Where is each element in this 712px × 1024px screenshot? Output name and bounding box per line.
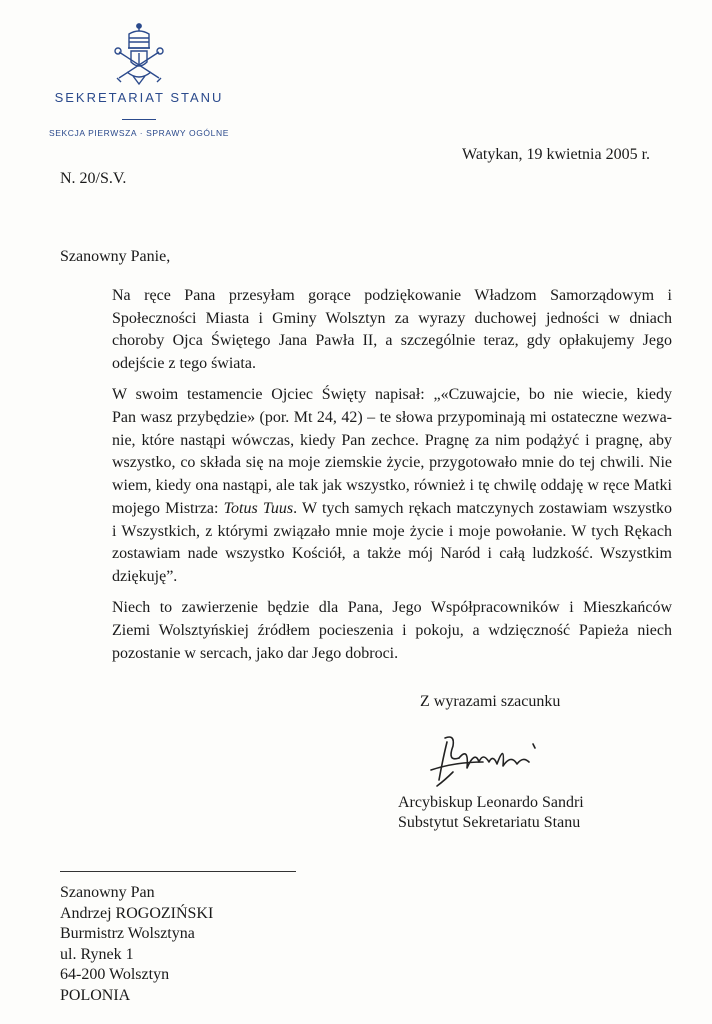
recipient-line: POLONIA bbox=[60, 986, 131, 1004]
text-line: Społeczności Miasta i Gminy Wolsztyn za wyrazy duchowej jedności w dniach bbox=[112, 309, 672, 327]
recipient-line: Szanowny Pan bbox=[60, 884, 155, 901]
handwritten-signature bbox=[425, 728, 565, 790]
letterhead-divider bbox=[122, 119, 156, 120]
text-line: zostawiam nade wszystko Kościół, a także mój Naród i całą ludzkość. Wszystkim bbox=[112, 545, 672, 563]
text-line: choroby Ojca Świętego Jana Pawła II, a szczególnie teraz, gdy opłakujemy Jego bbox=[112, 332, 672, 350]
text-line: nie, które nastąpi wówczas, kiedy Pan zechce. Pragnę za nim podążyć i pragnę, aby bbox=[112, 431, 672, 449]
text-line: Na ręce Pana przesyłam gorące podziękowanie Władzom Samorządowym i bbox=[112, 287, 672, 304]
letter-date: Watykan, 19 kwietnia 2005 r. bbox=[462, 146, 651, 163]
paragraph-3 bbox=[60, 597, 672, 665]
text-segment: mojego Mistrza: bbox=[112, 499, 219, 517]
text-line: i Wszystkich, z którymi związało mnie moje życie i moje powołanie. W tych Rękach bbox=[112, 522, 672, 540]
recipient-line: Andrzej ROGOZIŃSKI bbox=[60, 904, 214, 922]
text-line: dziękuję”. bbox=[112, 567, 178, 585]
text-line: odejście z tego świata. bbox=[112, 355, 256, 373]
text-line: Niech to zawierzenie będzie dla Pana, Jego Współpracowników i Mieszkańców bbox=[112, 599, 672, 617]
text-line: wszystko, co składa się na moje ziemskie życie, przygotowało mnie do tej chwili. Nie bbox=[112, 454, 672, 472]
paragraph-1 bbox=[60, 285, 672, 376]
closing-phrase: Z wyrazami szacunku bbox=[420, 693, 561, 710]
text-segment: . W tych samych rękach matczynych zostawiam wszystko bbox=[293, 499, 673, 517]
text-line: Pan wasz przybędzie» (por. Mt 24, 42) – te słowa przypominają mi ostateczne wezwa- bbox=[112, 409, 672, 427]
recipient-line: 64-200 Wolsztyn bbox=[60, 966, 170, 984]
letterhead bbox=[24, 22, 254, 138]
recipient-line: ul. Rynek 1 bbox=[60, 945, 134, 963]
text-line-with-quote bbox=[60, 498, 672, 521]
text-line: W swoim testamencie Ojciec Święty napisał: „«Czuwajcie, bo nie wiecie, kiedy bbox=[112, 386, 672, 404]
address-divider bbox=[60, 871, 296, 872]
papal-coat-of-arms-icon bbox=[109, 22, 169, 86]
paragraph-2 bbox=[60, 384, 672, 588]
totus-tuus-italic: Totus Tuus bbox=[223, 499, 294, 517]
signer-title: Substytut Sekretariatu Stanu bbox=[398, 814, 581, 831]
letterhead-title: SEKRETARIAT STANU bbox=[54, 90, 224, 105]
text-line: wiem, kiedy ona nastąpi, ale tak jak wszystko, również i tę chwilę oddaję w ręce Matki bbox=[112, 477, 672, 495]
signer-name: Arcybiskup Leonardo Sandri bbox=[398, 794, 584, 811]
salutation: Szanowny Panie, bbox=[60, 248, 171, 265]
letter-body bbox=[60, 285, 672, 674]
signer-block bbox=[398, 793, 584, 833]
recipient-line: Burmistrz Wolsztyna bbox=[60, 925, 195, 943]
reference-number: N. 20/S.V. bbox=[60, 170, 127, 187]
letterhead-subtitle: SEKCJA PIERWSZA · SPRAWY OGÓLNE bbox=[49, 128, 229, 138]
recipient-address bbox=[60, 883, 213, 1007]
text-line: pozostanie w sercach, jako dar Jego dobroci. bbox=[112, 644, 399, 662]
text-line: Ziemi Wolsztyńskiej źródłem pocieszenia i pokoju, a wdzięczność Papieża niech bbox=[112, 621, 672, 639]
